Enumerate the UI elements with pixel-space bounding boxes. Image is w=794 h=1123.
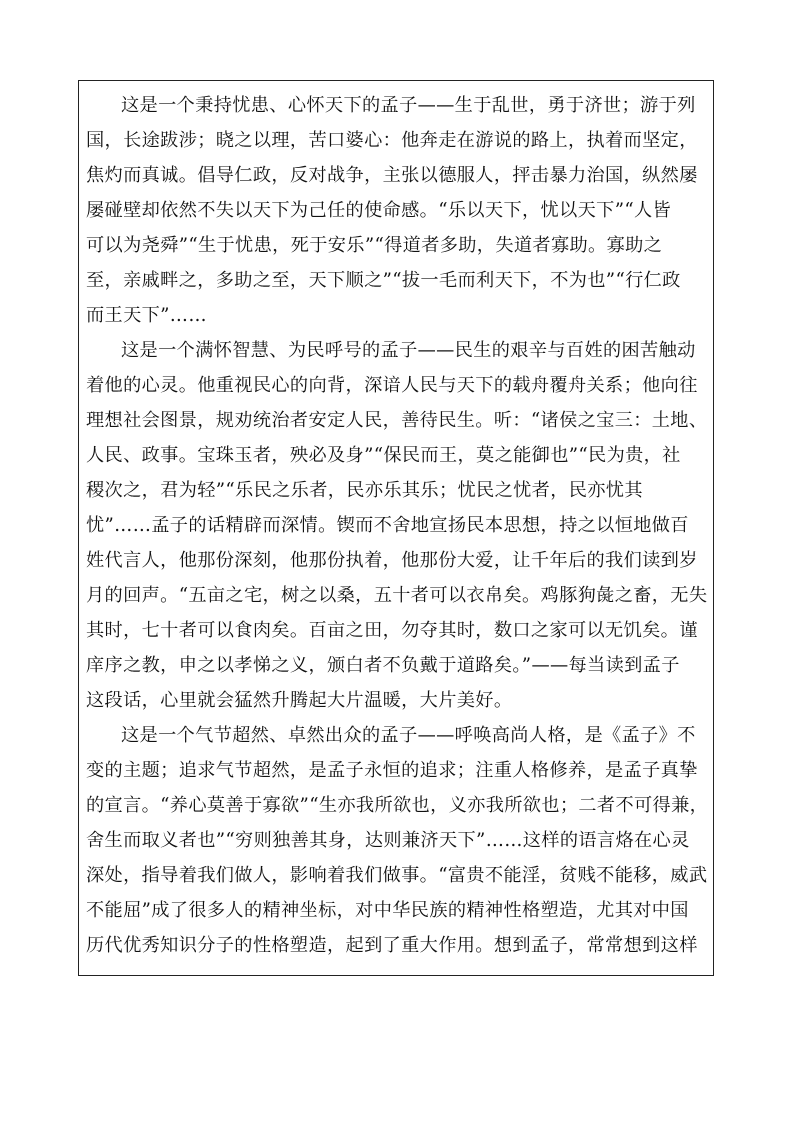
paragraph-2-line-1: 这是一个满怀智慧、为民呼号的孟子——民生的艰辛与百姓的困苦触动	[121, 340, 696, 361]
paragraph-1-line-7: 而王天下”……	[86, 305, 207, 326]
paragraph-2-line-2: 着他的心灵。他重视民心的向背，深谙人民与天下的载舟覆舟关系；他向往	[86, 375, 698, 396]
paragraph-3-line-3: 的宣言。“养心莫善于寡欲”“生亦我所欲也，义亦我所欲也；二者不可得兼，	[86, 795, 709, 816]
paragraph-2-line-7: 姓代言人，他那份深刻，他那份执着，他那份大爱，让千年后的我们读到岁	[86, 550, 698, 571]
paragraph-2-line-10: 庠序之教，申之以孝悌之义，颁白者不负戴于道路矣。”——每当读到孟子	[86, 655, 680, 676]
essay-text-box	[78, 80, 714, 976]
paragraph-3-line-6: 不能屈”成了很多人的精神坐标，对中华民族的精神性格塑造，尤其对中国	[86, 900, 689, 921]
paragraph-1-line-6: 至，亲戚畔之，多助之至，天下顺之”“拔一毛而利天下，不为也”“行仁政	[86, 270, 681, 291]
paragraph-1-line-4: 屡碰壁却依然不失以天下为己任的使命感。“乐以天下，忧以天下”“人皆	[86, 200, 672, 221]
paragraph-1-line-2: 国，长途跋涉；晓之以理，苦口婆心：他奔走在游说的路上，执着而坚定，	[86, 130, 698, 151]
paragraph-3-line-7: 历代优秀知识分子的性格塑造，起到了重大作用。想到孟子，常常想到这样	[86, 935, 698, 956]
paragraph-2-line-6: 忧”……孟子的话精辟而深情。锲而不舍地宣扬民本思想，持之以恒地做百	[86, 515, 689, 536]
paragraph-1-line-3: 焦灼而真诚。倡导仁政，反对战争，主张以德服人，抨击暴力治国，纵然屡	[86, 165, 698, 186]
paragraph-3-line-5: 深处，指导着我们做人，影响着我们做事。“富贵不能淫，贫贱不能移，威武	[86, 865, 708, 886]
paragraph-1-line-1: 这是一个秉持忧患、心怀天下的孟子——生于乱世，勇于济世；游于列	[121, 95, 696, 116]
paragraph-3-line-2: 变的主题；追求气节超然，是孟子永恒的追求；注重人格修养，是孟子真挚	[86, 760, 698, 781]
paragraph-2-line-3: 理想社会图景，规劝统治者安定人民，善待民生。听：“诸侯之宝三：土地、	[86, 410, 708, 431]
paragraph-2-line-5: 稷次之，君为轻”“乐民之乐者，民亦乐其乐；忧民之忧者，民亦忧其	[86, 480, 643, 501]
paragraph-1-line-5: 可以为尧舜”“生于忧患，死于安乐”“得道者多助，失道者寡助。寡助之	[86, 235, 663, 256]
paragraph-3-line-1: 这是一个气节超然、卓然出众的孟子——呼唤高尚人格，是《孟子》不	[121, 725, 696, 746]
paragraph-2-line-8: 月的回声。“五亩之宅，树之以桑，五十者可以衣帛矣。鸡豚狗彘之畜，无失	[86, 585, 708, 606]
paragraph-3-line-4: 舍生而取义者也”“穷则独善其身，达则兼济天下”……这样的语言烙在心灵	[86, 830, 690, 851]
paragraph-2-line-11: 这段话，心里就会猛然升腾起大片温暖，大片美好。	[86, 690, 513, 711]
paragraph-2-line-4: 人民、政事。宝珠玉者，殃必及身”“保民而王，莫之能御也”“民为贵，社	[86, 445, 681, 466]
paragraph-2-line-9: 其时，七十者可以食肉矣。百亩之田，勿夺其时，数口之家可以无饥矣。谨	[86, 620, 698, 641]
